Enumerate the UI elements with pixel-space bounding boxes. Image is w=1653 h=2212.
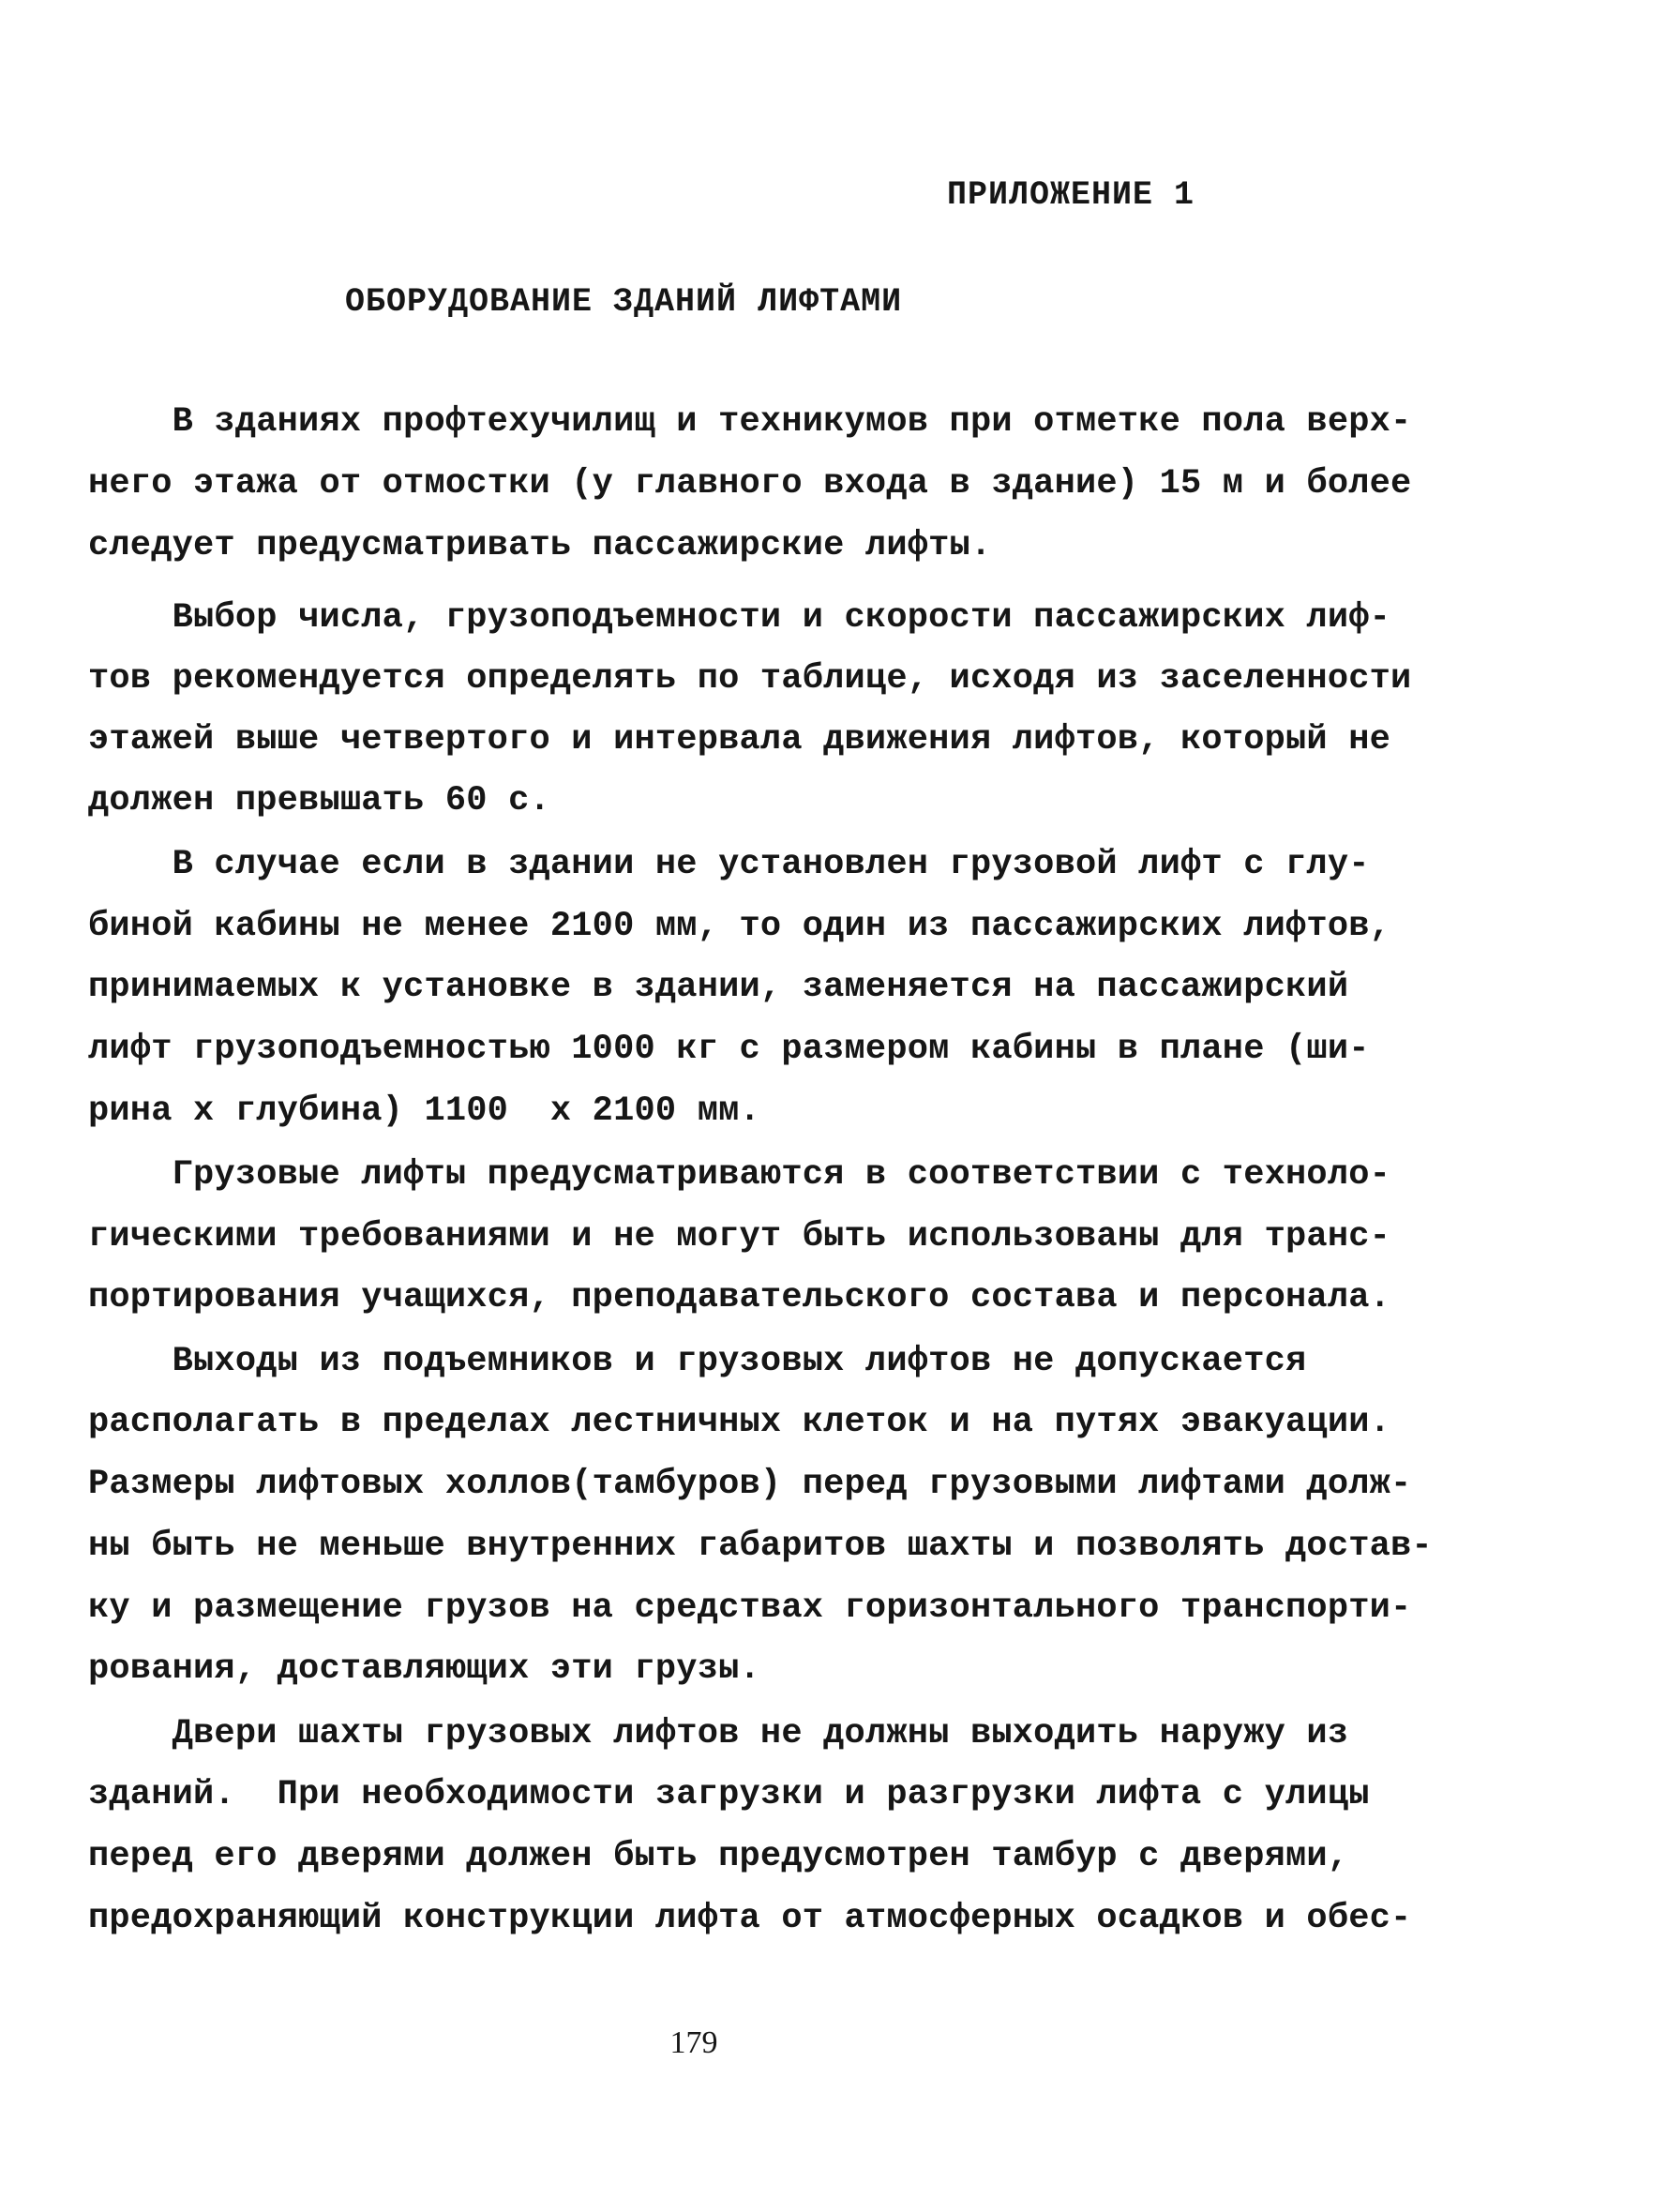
text-line: зданий. При необходимости загрузки и разгрузки лифта с улицы bbox=[88, 1775, 1370, 1814]
text-line: В случае если в здании не установлен грузовой лифт с глу- bbox=[88, 845, 1370, 884]
text-line: Двери шахты грузовых лифтов не должны выходить наружу из bbox=[88, 1714, 1349, 1753]
text-line: располагать в пределах лестничных клеток и на путях эвакуации. bbox=[88, 1403, 1391, 1442]
page-number: 179 bbox=[669, 2025, 718, 2060]
text-line: Выбор числа, грузоподъемности и скорости пассажирских лиф- bbox=[88, 598, 1391, 638]
text-line: этажей выше четвертого и интервала движения лифтов, который не bbox=[88, 720, 1391, 760]
text-line: перед его дверями должен быть предусмотрен тамбур с дверями, bbox=[88, 1837, 1349, 1876]
text-line: принимаемых к установке в здании, заменяется на пассажирский bbox=[88, 968, 1349, 1007]
text-line: гическими требованиями и не могут быть использованы для транс- bbox=[88, 1217, 1391, 1256]
text-line: тов рекомендуется определять по таблице, исходя из заселенности bbox=[88, 659, 1412, 699]
text-line: Выходы из подъемников и грузовых лифтов не допускается bbox=[88, 1342, 1307, 1381]
text-line: В зданиях профтехучилищ и техникумов при отметке пола верх- bbox=[88, 402, 1412, 442]
text-line: портирования учащихся, преподавательского состава и персонала. bbox=[88, 1278, 1391, 1317]
text-line: рования, доставляющих эти грузы. bbox=[88, 1649, 760, 1689]
text-line: рина х глубина) 1100 х 2100 мм. bbox=[88, 1091, 760, 1131]
text-line: должен превышать 60 с. bbox=[88, 781, 550, 820]
document-title: ОБОРУДОВАНИЕ ЗДАНИЙ ЛИФТАМИ bbox=[345, 283, 903, 321]
text-line: ны быть не меньше внутренних габаритов шахты и позволять достав- bbox=[88, 1527, 1433, 1566]
text-line: ку и размещение грузов на средствах горизонтального транспорти- bbox=[88, 1588, 1412, 1628]
text-line: биной кабины не менее 2100 мм, то один из пассажирских лифтов, bbox=[88, 907, 1391, 946]
text-line: лифт грузоподъемностью 1000 кг с размером кабины в плане (ши- bbox=[88, 1030, 1370, 1069]
appendix-label: ПРИЛОЖЕНИЕ 1 bbox=[947, 176, 1195, 214]
text-line: Размеры лифтовых холлов(тамбуров) перед грузовыми лифтами долж- bbox=[88, 1465, 1412, 1504]
text-line: предохраняющий конструкции лифта от атмосферных осадков и обес- bbox=[88, 1899, 1412, 1938]
text-line: следует предусматривать пассажирские лифты. bbox=[88, 526, 992, 565]
text-line: него этажа от отмостки (у главного входа в здание) 15 м и более bbox=[88, 464, 1412, 504]
text-line: Грузовые лифты предусматриваются в соответствии с техноло- bbox=[88, 1155, 1391, 1195]
